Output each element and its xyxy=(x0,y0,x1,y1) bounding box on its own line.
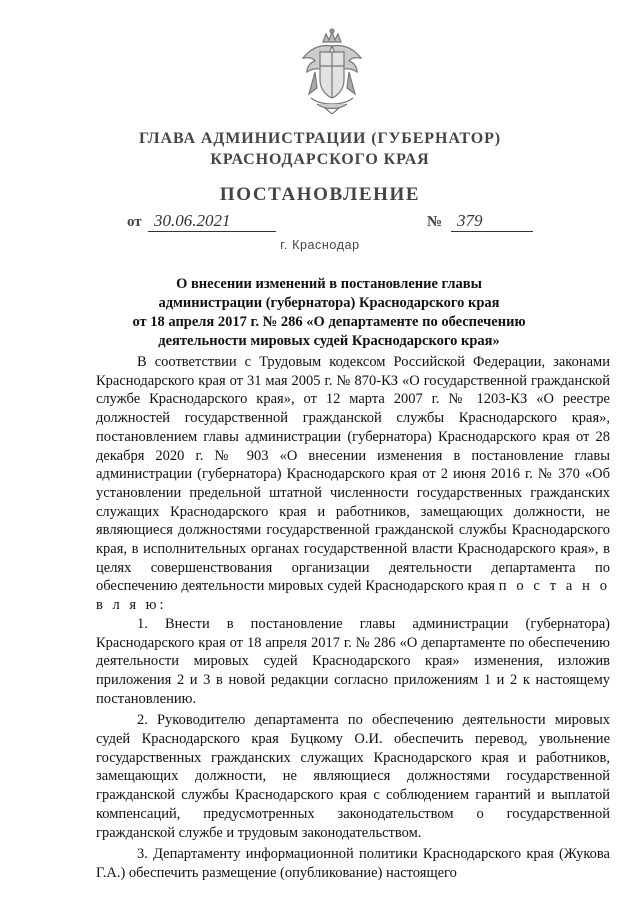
number-prefix: № xyxy=(427,214,443,230)
authority-title-line-2: КРАСНОДАРСКОГО КРАЯ xyxy=(210,151,430,168)
document-type: ПОСТАНОВЛЕНИЕ xyxy=(219,184,421,205)
title-line-2: администрации (губернатора) Краснодарского края xyxy=(158,295,500,311)
coat-of-arms-icon xyxy=(299,28,365,114)
authority-title-line-1: ГЛАВА АДМИНИСТРАЦИИ (ГУБЕРНАТОР) xyxy=(139,130,501,147)
title-line-3: от 18 апреля 2017 г. № 286 «О департаменте по обеспечению xyxy=(132,314,526,330)
city-label: г. Краснодар xyxy=(280,238,360,252)
document-title xyxy=(100,275,558,351)
document-body xyxy=(96,353,610,883)
decree-word: п о с т а н о в л я ю: xyxy=(96,578,610,614)
document-date: 30.06.2021 xyxy=(148,211,276,232)
date-prefix: от xyxy=(127,214,142,230)
document-number: 379 xyxy=(451,211,533,232)
preamble-paragraph xyxy=(96,353,610,615)
title-line-4: деятельности мировых судей Краснодарского края» xyxy=(158,333,500,349)
title-line-1: О внесении изменений в постановление главы xyxy=(176,276,482,292)
preamble-text: В соответствии с Трудовым кодексом Российской Федерации, законами Краснодарского края от 31 мая 2005 г. № 870-КЗ «О государственной гражданской службе Краснодарского края», от 12 марта 2007 г. № 1203-КЗ «О реестре должностей государственной гражданской службы Краснодарского края», постановлением главы администрации (губернатора) Краснодарского края от 28 декабря 2020 г. № 903 «О внесении изменения в постановление главы администрации (губернатора) Краснодарского края от 2 июня 2016 г. № 370 «Об установлении предельной штатной численности государственных гражданских служащих Краснодарского края и работников, замещающих должности, не являющиеся должностями государственной гражданской службы Краснодарского края, в исполнительных органах государственной власти Краснодарского края», в целях совершенствования организации деятельности департамента по обеспечению деятельности мировых судей Краснодарского края xyxy=(96,354,610,595)
item-3-paragraph: 3. Департаменту информационной политики Краснодарского края (Жукова Г.А.) обеспечить размещение (опубликование) настоящего xyxy=(96,846,610,881)
item-2-paragraph: 2. Руководителю департамента по обеспечению деятельности мировых судей Краснодарского края Буцкому О.И. обеспечить перевод, увольнение государственных гражданских служащих Краснодарского края и работников, замещающих должности, не являющиеся должностями государственной гражданской службы Краснодарского края с соблюдением гарантий и выплатой компенсаций, предусмотренных законодательством о государственной гражданской службе и трудовым законодательством. xyxy=(96,712,610,841)
item-1-paragraph: 1. Внести в постановление главы администрации (губернатора) Краснодарского края от 18 апреля 2017 г. № 286 «О департаменте по обеспечению деятельности мировых судей Краснодарского края» изменения, изложив приложения 2 и 3 в новой редакции согласно приложениям 1 и 2 к настоящему постановлению. xyxy=(96,615,610,707)
